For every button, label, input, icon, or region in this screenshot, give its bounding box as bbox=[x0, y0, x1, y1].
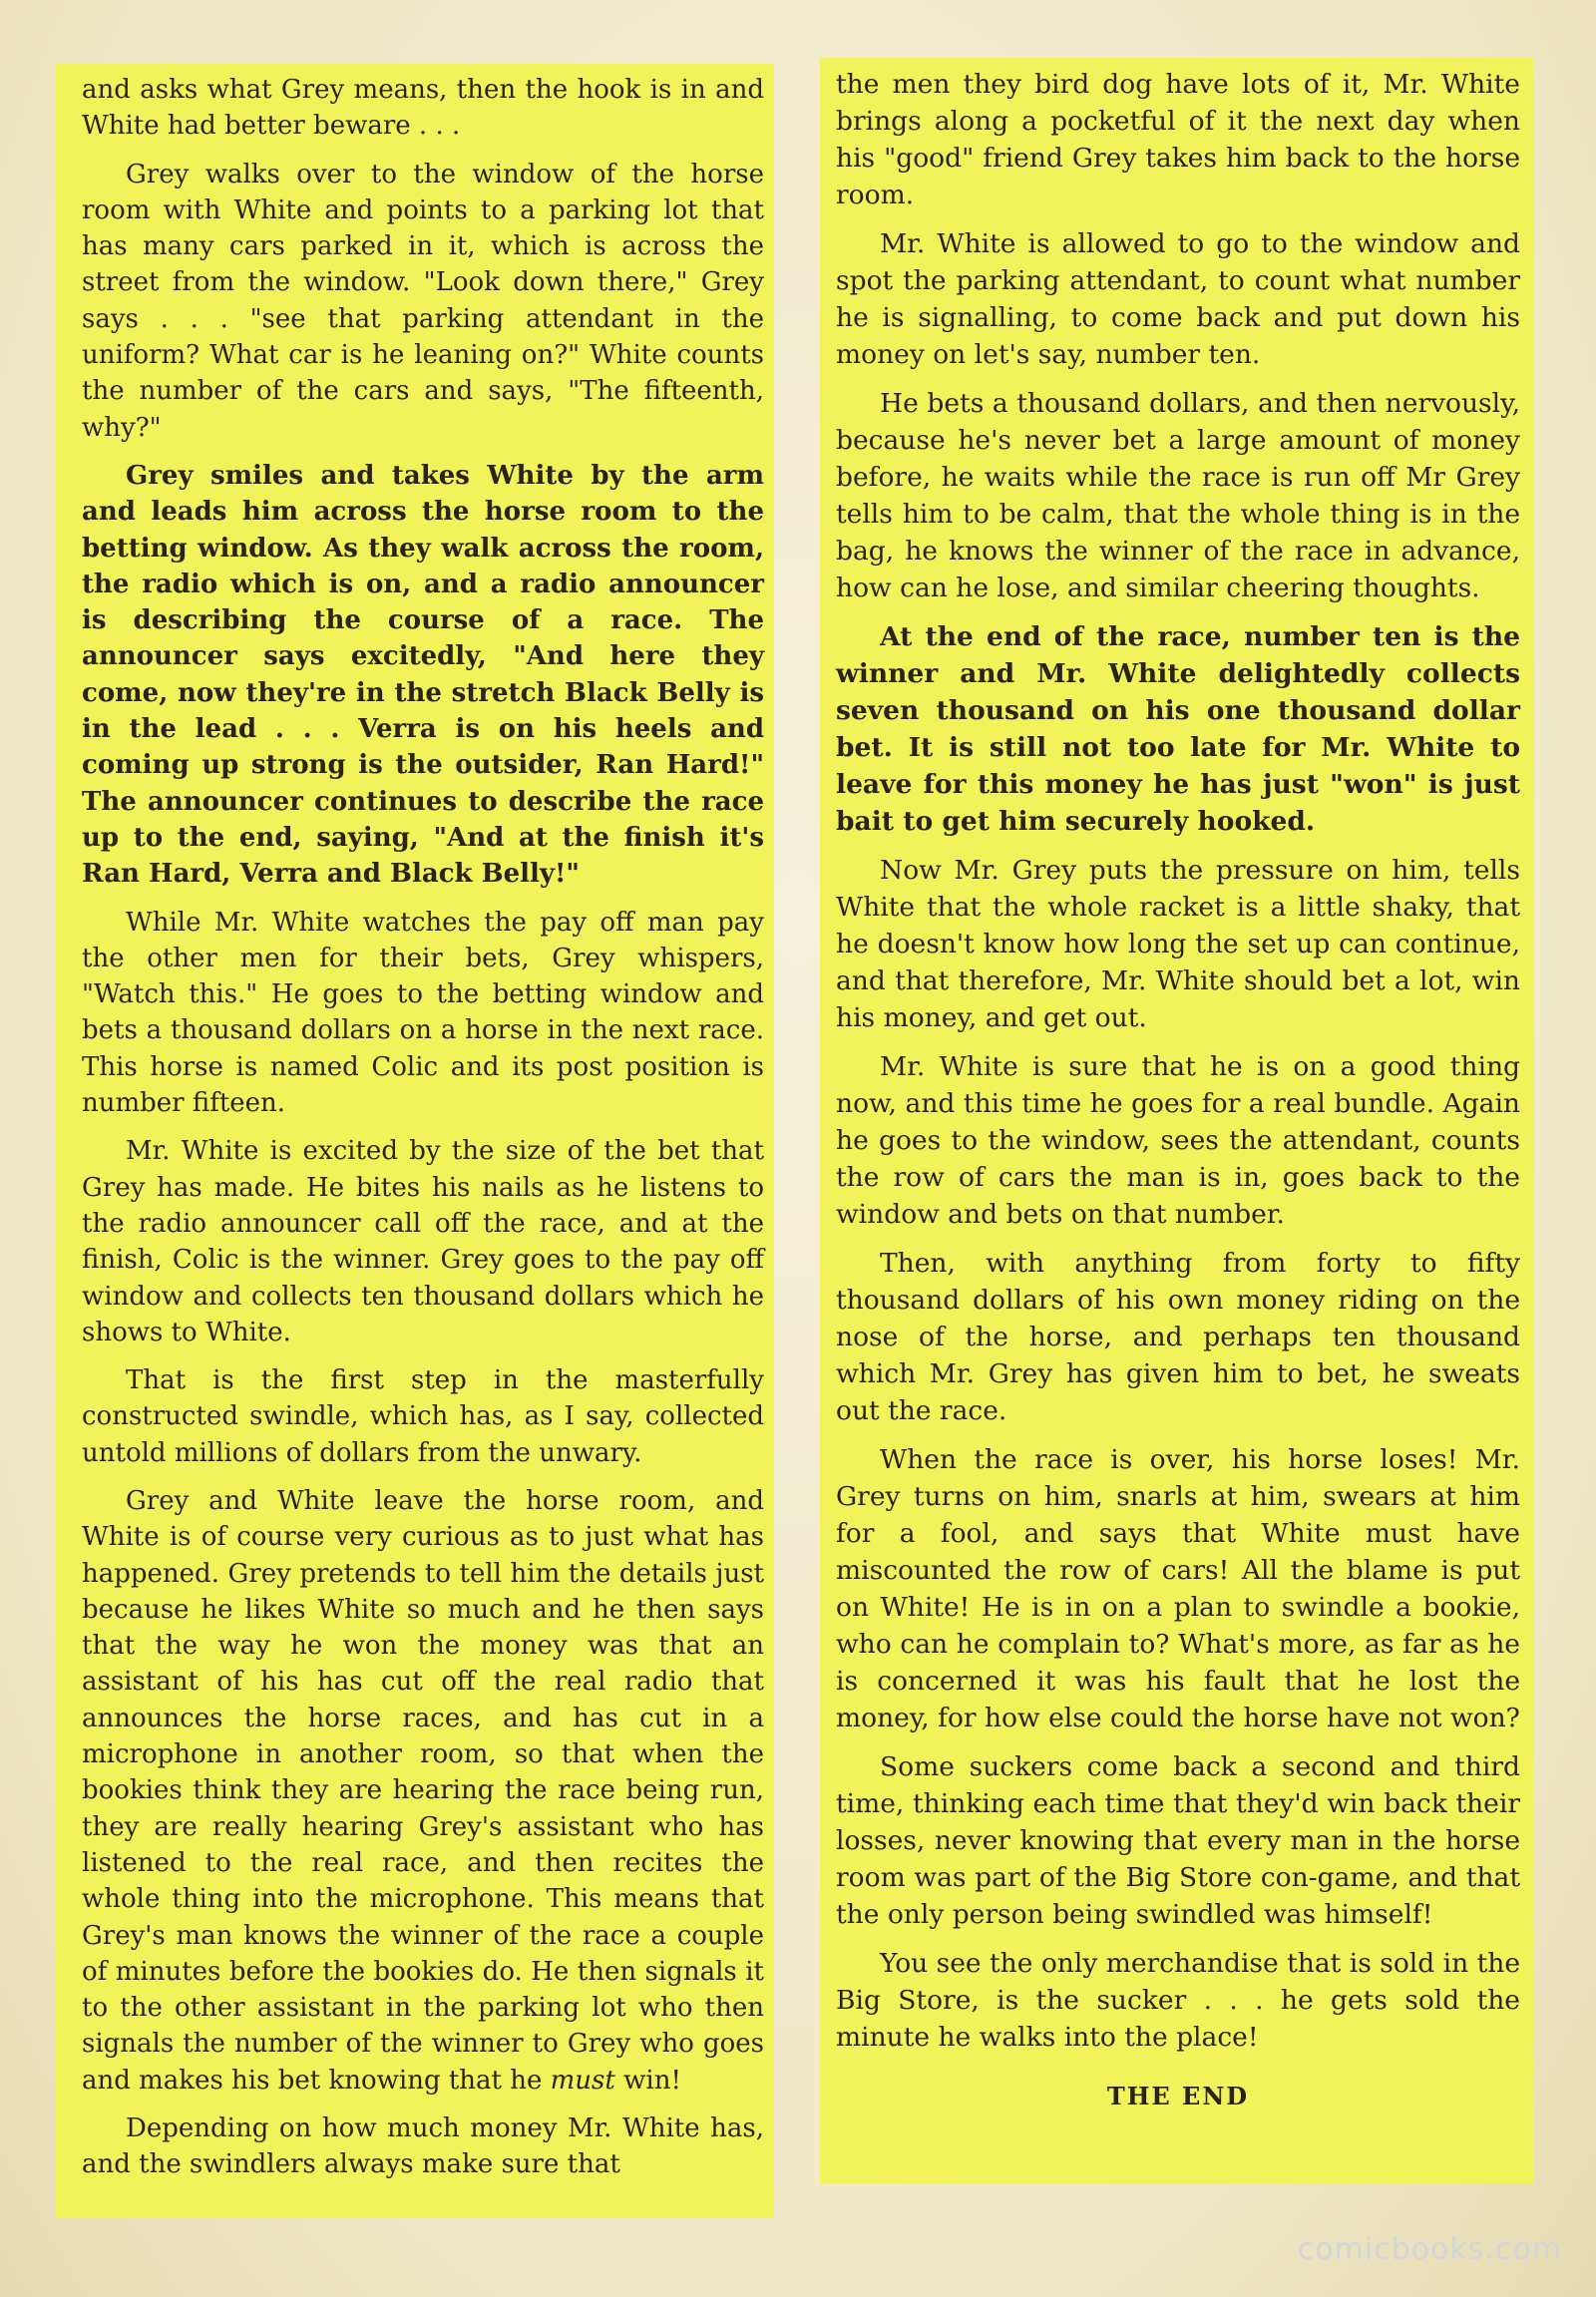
paragraph: Depending on how much money Mr. White has, and the swindlers always make sure that bbox=[82, 2113, 764, 2180]
paragraph: Some suckers come back a second and third time, thinking each time that they'd win back their losses, never knowing that every man in the horse room was part of the Big Store con-game, and that the only person being swindled was himself! bbox=[836, 1751, 1520, 1930]
paragraph: the men they bird dog have lots of it, Mr. White brings along a pocketful of it the next day when his "good" friend Grey takes him back to the horse room. bbox=[836, 69, 1520, 210]
paragraph: While Mr. White watches the pay off man pay the other men for their bets, Grey whispers, "Watch this." He goes to the betting window and bets a thousand dollars on a horse in the next race. This horse is named Colic and its post position is number fifteen. bbox=[82, 907, 764, 1119]
paragraph: and asks what Grey means, then the hook is in and White had better beware . . . bbox=[82, 75, 764, 142]
emphasis-must: must bbox=[550, 2065, 615, 2096]
paragraph: Grey smiles and takes White by the arm and leads him across the horse room to the betting window. As they walk across the room, the radio which is on, and a radio announcer is describing the course of a race. The announcer says excitedly, "And here they come, now they're in the stretch Black Belly is in the lead . . . Verra is on his heels and coming up strong is the outsider, Ran Hard!" The announcer continues to describe the race up to the end, saying, "And at the finish it's Ran Hard, Verra and Black Belly!" bbox=[82, 460, 764, 890]
left-text-column bbox=[56, 64, 774, 2218]
paragraph: When the race is over, his horse loses! Mr. Grey turns on him, snarls at him, swears at him for a fool, and says that White must have miscounted the row of cars! All the blame is put on White! He is in on a plan to swindle a bookie, who can he complain to? What's more, as far as he is concerned it was his fault that he lost the money, for how else could the horse have not won? bbox=[836, 1444, 1520, 1733]
right-text-column bbox=[820, 58, 1534, 2184]
paragraph: That is the first step in the masterfully constructed swindle, which has, as I say, collected untold millions of dollars from the unwary. bbox=[82, 1365, 764, 1468]
paragraph: Then, with anything from forty to fifty thousand dollars of his own money riding on the nose of the horse, and perhaps ten thousand which Mr. Grey has given him to bet, he sweats out the race. bbox=[836, 1248, 1520, 1426]
the-end-label: THE END bbox=[1106, 2082, 1250, 2110]
paragraph: Grey walks over to the window of the horse room with White and points to a parking lot that has many cars parked in it, which is across the street from the window. "Look down there," Grey says . . . "see that parking attendant in the uniform? What car is he leaning on?" White counts the number of the cars and says, "The fifteenth, why?" bbox=[82, 159, 764, 443]
paragraph: Mr. White is sure that he is on a good thing now, and this time he goes for a real bundle. Again he goes to the window, sees the attendant, counts the row of cars the man is in, goes back to the window and bets on that number. bbox=[836, 1051, 1520, 1230]
paragraph bbox=[82, 1483, 764, 2099]
paragraph: Mr. White is excited by the size of the bet that Grey has made. He bites his nails as he listens to the radio announcer call off the race, and at the finish, Colic is the winner. Grey goes to the pay off window and collects ten thousand dollars which he shows to White. bbox=[82, 1136, 764, 1347]
paragraph-text: Grey and White leave the horse room, and White is of course very curious as to just what has happened. Grey pretends to tell him the details just because he likes White so much and he then says that the way he won the money was that an assistant of his has cut off the real radio that announces the horse races, and has cut in a microphone in another room, so that when the bookies think they are hearing the race being run, they are really hearing Grey's assistant who has listened to the real race, and then recites the whole thing into the microphone. This means that Grey's man knows the winner of the race a couple of minutes before the bookies do. He then signals it to the other assistant in the parking lot who then signals the number of the winner to Grey who goes and makes his bet knowing that he bbox=[82, 1485, 764, 2096]
paragraph: He bets a thousand dollars, and then nervously, because he's never bet a large amount of money before, he waits while the race is run off Mr Grey tells him to be calm, that the whole thing is in the bag, he knows the winner of the race in advance, how can he lose, and similar cheering thoughts. bbox=[836, 388, 1520, 603]
paragraph-tail: win! bbox=[614, 2065, 681, 2096]
paragraph: Mr. White is allowed to go to the window and spot the parking attendant, to count what number he is signalling, to come back and put down his money on let's say, number ten. bbox=[836, 228, 1520, 370]
watermark-logo: comicbooks.com bbox=[1297, 2232, 1562, 2267]
paragraph: You see the only merchandise that is sold in the Big Store, is the sucker . . . he gets sold the minute he walks into the place! bbox=[836, 1948, 1521, 2053]
paragraph: At the end of the race, number ten is the winner and Mr. White delightedly collects seven thousand on his one thousand dollar bet. It is still not too late for Mr. White to leave for this money he has just "won" is just bait to get him securely hooked. bbox=[836, 621, 1520, 837]
paragraph: Now Mr. Grey puts the pressure on him, tells White that the whole racket is a little shaky, that he doesn't know how long the set up can continue, and that therefore, Mr. White should bet a lot, win his money, and get out. bbox=[836, 855, 1520, 1033]
